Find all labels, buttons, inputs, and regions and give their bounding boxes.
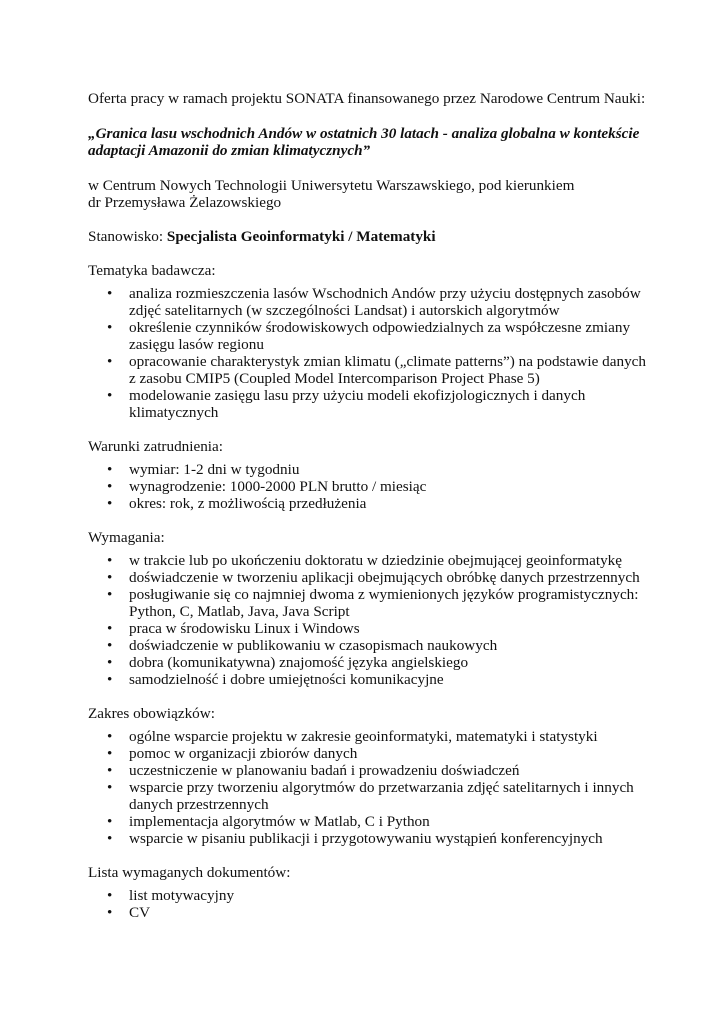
position-value: Specjalista Geoinformatyki / Matematyki [166,228,436,245]
bullet-icon: • [107,887,113,904]
bullet-icon: • [107,620,113,637]
bullet-icon: • [107,478,113,495]
list-item: • pomoc w organizacji zbiorów danych [107,745,358,762]
list-item: • w trakcie lub po ukończeniu doktoratu w dziedzinie obejmującej geoinformatykę [107,552,623,569]
bullet-icon: • [107,637,113,654]
requirements-list [88,552,648,688]
bullet-icon: • [107,830,113,847]
intro-text: Oferta pracy w ramach projektu SONATA finansowanego przez Narodowe Centrum Nauki: [88,90,646,107]
position-line [88,228,648,245]
bullet-icon: • [107,552,113,569]
list-item: • samodzielność i dobre umiejętności komunikacyjne [107,671,444,688]
bullet-icon: • [107,762,113,779]
position-label: Stanowisko: [88,228,164,245]
center-line-1: w Centrum Nowych Technologii Uniwersytetu Warszawskiego, pod kierunkiem [88,177,575,194]
bullet-icon: • [107,319,113,336]
project-title: „Granica lasu wschodnich Andów w ostatnich 30 latach - analiza globalna w kontekście adaptacji Amazonii do zmian klimatycznych” [88,125,640,159]
bullet-icon: • [107,728,113,745]
list-item: • modelowanie zasięgu lasu przy użyciu modeli ekofizjologicznych i danych klimatycznych [107,387,586,421]
bullet-icon: • [107,779,113,796]
research-list [88,285,648,421]
list-item: • list motywacyjny [107,887,235,904]
bullet-icon: • [107,569,113,586]
bullet-icon: • [107,813,113,830]
list-item: • posługiwanie się co najmniej dwoma z wymienionych języków programistycznych: Python, C, Matlab, Java, Java Script [107,586,639,620]
bullet-icon: • [107,654,113,671]
bullet-icon: • [107,671,113,688]
bullet-icon: • [107,904,113,921]
list-item: • uczestniczenie w planowaniu badań i prowadzeniu doświadczeń [107,762,520,779]
bullet-icon: • [107,586,113,603]
center-info [88,177,648,211]
documents-list [88,887,648,921]
bullet-icon: • [107,745,113,762]
list-item: • wsparcie w pisaniu publikacji i przygotowywaniu wystąpień konferencyjnych [107,830,603,847]
duties-list [88,728,648,847]
bullet-icon: • [107,495,113,512]
list-item: • doświadczenie w tworzeniu aplikacji obejmujących obróbkę danych przestrzennych [107,569,640,586]
list-item: • doświadczenie w publikowaniu w czasopismach naukowych [107,637,498,654]
research-heading: Tematyka badawcza: [88,262,216,279]
list-item: • praca w środowisku Linux i Windows [107,620,360,637]
list-item: • wymiar: 1-2 dni w tygodniu [107,461,300,478]
list-item: • CV [107,904,151,921]
list-item: • ogólne wsparcie projektu w zakresie geoinformatyki, matematyki i statystyki [107,728,598,745]
bullet-icon: • [107,353,113,370]
documents-heading: Lista wymaganych dokumentów: [88,864,291,881]
list-item: • okres: rok, z możliwością przedłużenia [107,495,367,512]
conditions-heading: Warunki zatrudnienia: [88,438,223,455]
list-item: • wsparcie przy tworzeniu algorytmów do przetwarzania zdjęć satelitarnych i innych danych przestrzennych [107,779,634,813]
bullet-icon: • [107,461,113,478]
duties-heading: Zakres obowiązków: [88,705,215,722]
conditions-list [88,461,648,512]
list-item: • implementacja algorytmów w Matlab, C i Python [107,813,430,830]
list-item: • określenie czynników środowiskowych odpowiedzialnych za współczesne zmiany zasięgu lasów regionu [107,319,631,353]
center-line-2: dr Przemysława Żelazowskiego [88,194,282,211]
list-item: • opracowanie charakterystyk zmian klimatu („climate patterns”) na podstawie danych z zasobu CMIP5 (Coupled Model Intercomparison Project Phase 5) [107,353,647,387]
list-item: • dobra (komunikatywna) znajomość języka angielskiego [107,654,469,671]
document-page [88,90,648,938]
bullet-icon: • [107,387,113,404]
list-item: • analiza rozmieszczenia lasów Wschodnich Andów przy użyciu dostępnych zasobów zdjęć satelitarnych (w szczególności Landsat) i autorskich algorytmów [107,285,641,319]
requirements-heading: Wymagania: [88,529,165,546]
list-item: • wynagrodzenie: 1000-2000 PLN brutto / miesiąc [107,478,427,495]
bullet-icon: • [107,285,113,302]
